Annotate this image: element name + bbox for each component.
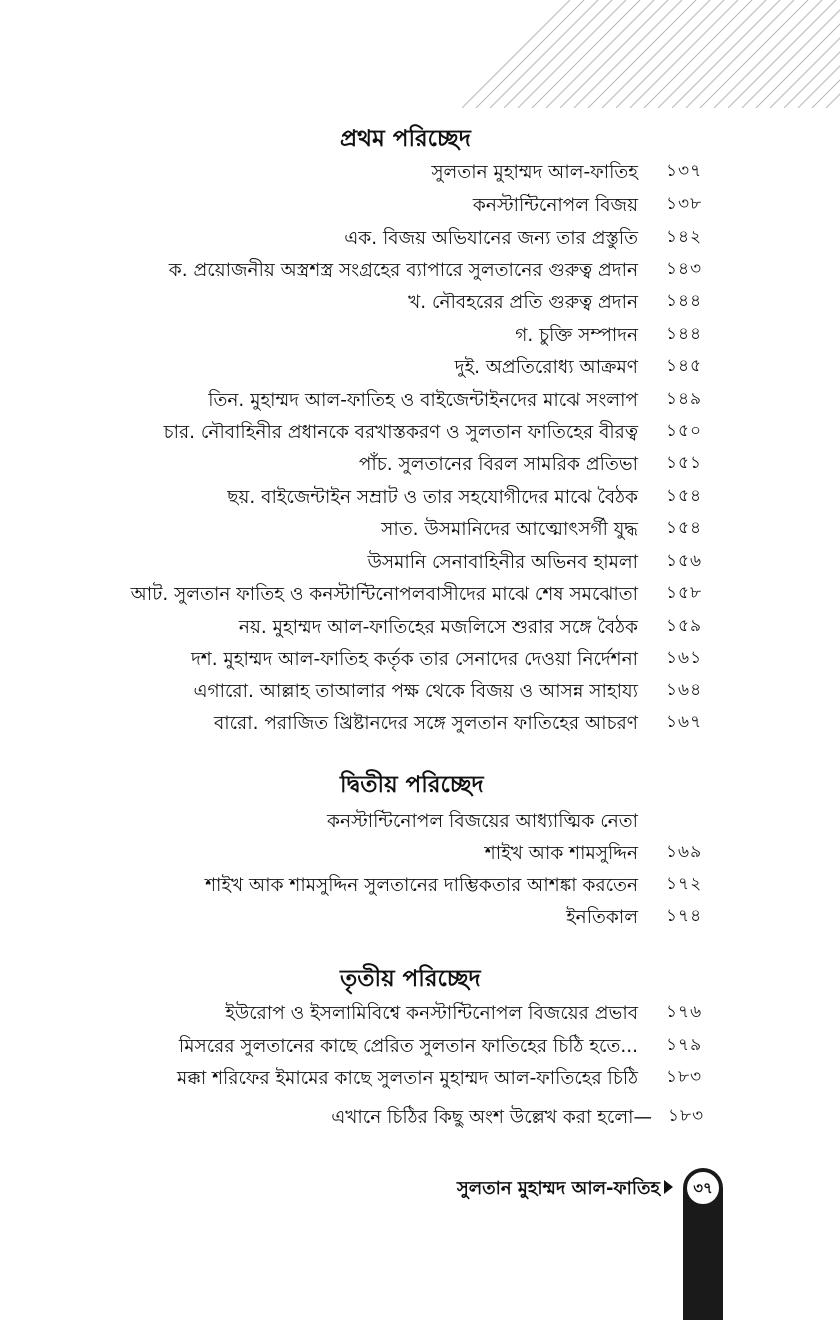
toc-entry-page: ১৫০ xyxy=(666,421,703,441)
toc-entry-title: দুই. অপ্রতিরোধ্য আক্রমণ xyxy=(454,357,638,378)
toc-entry xyxy=(60,288,720,318)
toc-entry xyxy=(60,450,720,480)
toc-entry xyxy=(60,613,720,643)
chapter-heading: দ্বিতীয় পরিচ্ছেদ xyxy=(340,772,484,798)
toc-entry-page: ১৪৩ xyxy=(666,259,703,279)
toc-entry-page: ১৬৭ xyxy=(666,712,703,732)
toc-entry-title: কনস্টান্টিনোপল বিজয়ের আধ্যাত্মিক নেতা xyxy=(327,811,638,832)
toc-entry xyxy=(60,256,720,286)
toc-entry-title: শাইখ আক শামসুদ্দিন সুলতানের দাম্ভিকতার আশঙ্কা করতেন xyxy=(205,875,638,896)
toc-entry-page: ১৫১ xyxy=(666,453,703,473)
toc-entry-page: ১৫৬ xyxy=(666,551,703,571)
toc-entry-page: ১৫৯ xyxy=(666,616,703,636)
toc-entry xyxy=(60,418,720,448)
toc-entry-title: চার. নৌবাহিনীর প্রধানকে বরখাস্তকরণ ও সুলতান ফাতিহের বীরত্ব xyxy=(163,422,638,443)
toc-entry xyxy=(60,871,720,901)
toc-entry-title: পাঁচ. সুলতানের বিরল সামরিক প্রতিভা xyxy=(358,454,638,475)
toc-entry xyxy=(60,224,720,254)
toc-entry xyxy=(60,191,720,221)
toc-entry-page: ১৬১ xyxy=(666,648,703,668)
toc-entry-page: ১৩৭ xyxy=(666,161,703,181)
toc-entry-page: ১৪২ xyxy=(666,227,703,247)
toc-entry xyxy=(60,677,720,707)
toc-entry-title: এখানে চিঠির কিছু অংশ উল্লেখ করা হলো— xyxy=(331,1107,652,1128)
toc-entry-page: ১৭২ xyxy=(666,874,703,894)
toc-entry-title: মিসরের সুলতানের কাছে প্রেরিত সুলতান ফাতিহের চিঠি হতে... xyxy=(178,1036,638,1057)
toc-entry xyxy=(60,903,720,933)
toc-entry-title: ছয়. বাইজেন্টাইন সম্রাট ও তার সহযোগীদের মাঝে বৈঠক xyxy=(227,487,638,508)
toc-entry xyxy=(60,353,720,383)
toc-entry xyxy=(60,709,720,739)
toc-entry-page: ১৩৮ xyxy=(666,194,703,214)
toc-entry xyxy=(60,1064,720,1094)
toc-entry xyxy=(60,386,720,416)
toc-entry xyxy=(60,158,720,188)
chapter-heading: প্রথম পরিচ্ছেদ xyxy=(340,126,471,152)
toc-entry-title: শাইখ আক শামসুদ্দিন xyxy=(484,843,638,864)
toc-entry-title: ক. প্রয়োজনীয় অস্ত্রশস্ত্র সংগ্রহের ব্যাপারে সুলতানের গুরুত্ব প্রদান xyxy=(168,260,638,281)
toc-entry-page: ১৭৪ xyxy=(666,906,703,926)
toc-entry xyxy=(60,321,720,351)
toc-entry xyxy=(60,548,720,578)
toc-entry-title: এগারো. আল্লাহ তাআলার পক্ষ থেকে বিজয় ও আসন্ন সাহায্য xyxy=(193,681,638,702)
toc-entry-title: ইউরোপ ও ইসলামিবিশ্বে কনস্টান্টিনোপল বিজয়ের প্রভাব xyxy=(225,1003,638,1024)
toc-entry-page: ১৭৬ xyxy=(666,1002,703,1022)
toc-entry xyxy=(60,999,720,1029)
toc-entry-page: ১৪৪ xyxy=(666,324,703,344)
toc-entry-title: এক. বিজয় অভিযানের জন্য তার প্রস্তুতি xyxy=(344,228,638,249)
toc-entry-page: ১৪৪ xyxy=(666,291,703,311)
toc-entry-page: ১৮৩ xyxy=(668,1106,705,1126)
toc-entry-title: বারো. পরাজিত খ্রিষ্টানদের সঙ্গে সুলতান ফাতিহের আচরণ xyxy=(213,713,638,734)
toc-entry-title: উসমানি সেনাবাহিনীর অভিনব হামলা xyxy=(367,552,638,573)
toc-entry-page: ১৫৪ xyxy=(666,486,703,506)
toc-entry-title: মক্কা শরিফের ইমামের কাছে সুলতান মুহাম্মদ আল-ফাতিহের চিঠি xyxy=(176,1068,638,1089)
toc-entry-page: ১৫৪ xyxy=(666,518,703,538)
toc-entry xyxy=(60,483,720,513)
running-footer-book-title: সুলতান মুহাম্মদ আল-ফাতিহ xyxy=(456,1178,660,1199)
toc-entry-title: সুলতান মুহাম্মদ আল-ফাতিহ xyxy=(431,162,638,183)
toc-entry xyxy=(60,645,720,675)
toc-entry-page: ১৭৯ xyxy=(666,1035,703,1055)
page-number: ৩৭ xyxy=(685,1170,721,1206)
toc-entry-page: ১৮৩ xyxy=(666,1067,703,1087)
toc-entry-title: খ. নৌবহরের প্রতি গুরুত্ব প্রদান xyxy=(408,292,638,313)
toc-entry-page: ১৫৮ xyxy=(666,583,703,603)
toc-entry-title: কনস্টান্টিনোপল বিজয় xyxy=(472,195,638,216)
play-arrow-icon xyxy=(664,1180,673,1194)
toc-entry-page: ১৬৯ xyxy=(666,842,703,862)
toc-entry-title: নয়. মুহাম্মদ আল-ফাতিহের মজলিসে শুরার সঙ্গে বৈঠক xyxy=(238,617,638,638)
toc-entry-title: দশ. মুহাম্মদ আল-ফাতিহ কর্তৃক তার সেনাদের দেওয়া নির্দেশনা xyxy=(191,649,638,670)
toc-entry xyxy=(60,807,720,837)
toc-entry-page: ১৬৪ xyxy=(666,680,703,700)
decorative-hatch-pattern xyxy=(462,0,840,108)
toc-entry-title: গ. চুক্তি সম্পাদন xyxy=(515,325,638,346)
toc-entry xyxy=(60,515,720,545)
toc-entry xyxy=(60,1032,720,1062)
toc-entry-page: ১৪৯ xyxy=(666,389,703,409)
toc-entry xyxy=(60,1103,720,1133)
toc-entry-title: সাত. উসমানিদের আত্মোৎসর্গী যুদ্ধ xyxy=(381,519,638,540)
toc-entry-title: ইনতিকাল xyxy=(566,907,638,928)
toc-entry-title: তিন. মুহাম্মদ আল-ফাতিহ ও বাইজেন্টাইনদের মাঝে সংলাপ xyxy=(208,390,638,411)
toc-entry xyxy=(60,580,720,610)
toc-entry-page: ১৪৫ xyxy=(666,356,703,376)
chapter-heading: তৃতীয় পরিচ্ছেদ xyxy=(340,966,481,992)
toc-entry-title: আট. সুলতান ফাতিহ ও কনস্টান্টিনোপলবাসীদের মাঝে শেষ সমঝোতা xyxy=(130,584,638,605)
toc-entry xyxy=(60,839,720,869)
